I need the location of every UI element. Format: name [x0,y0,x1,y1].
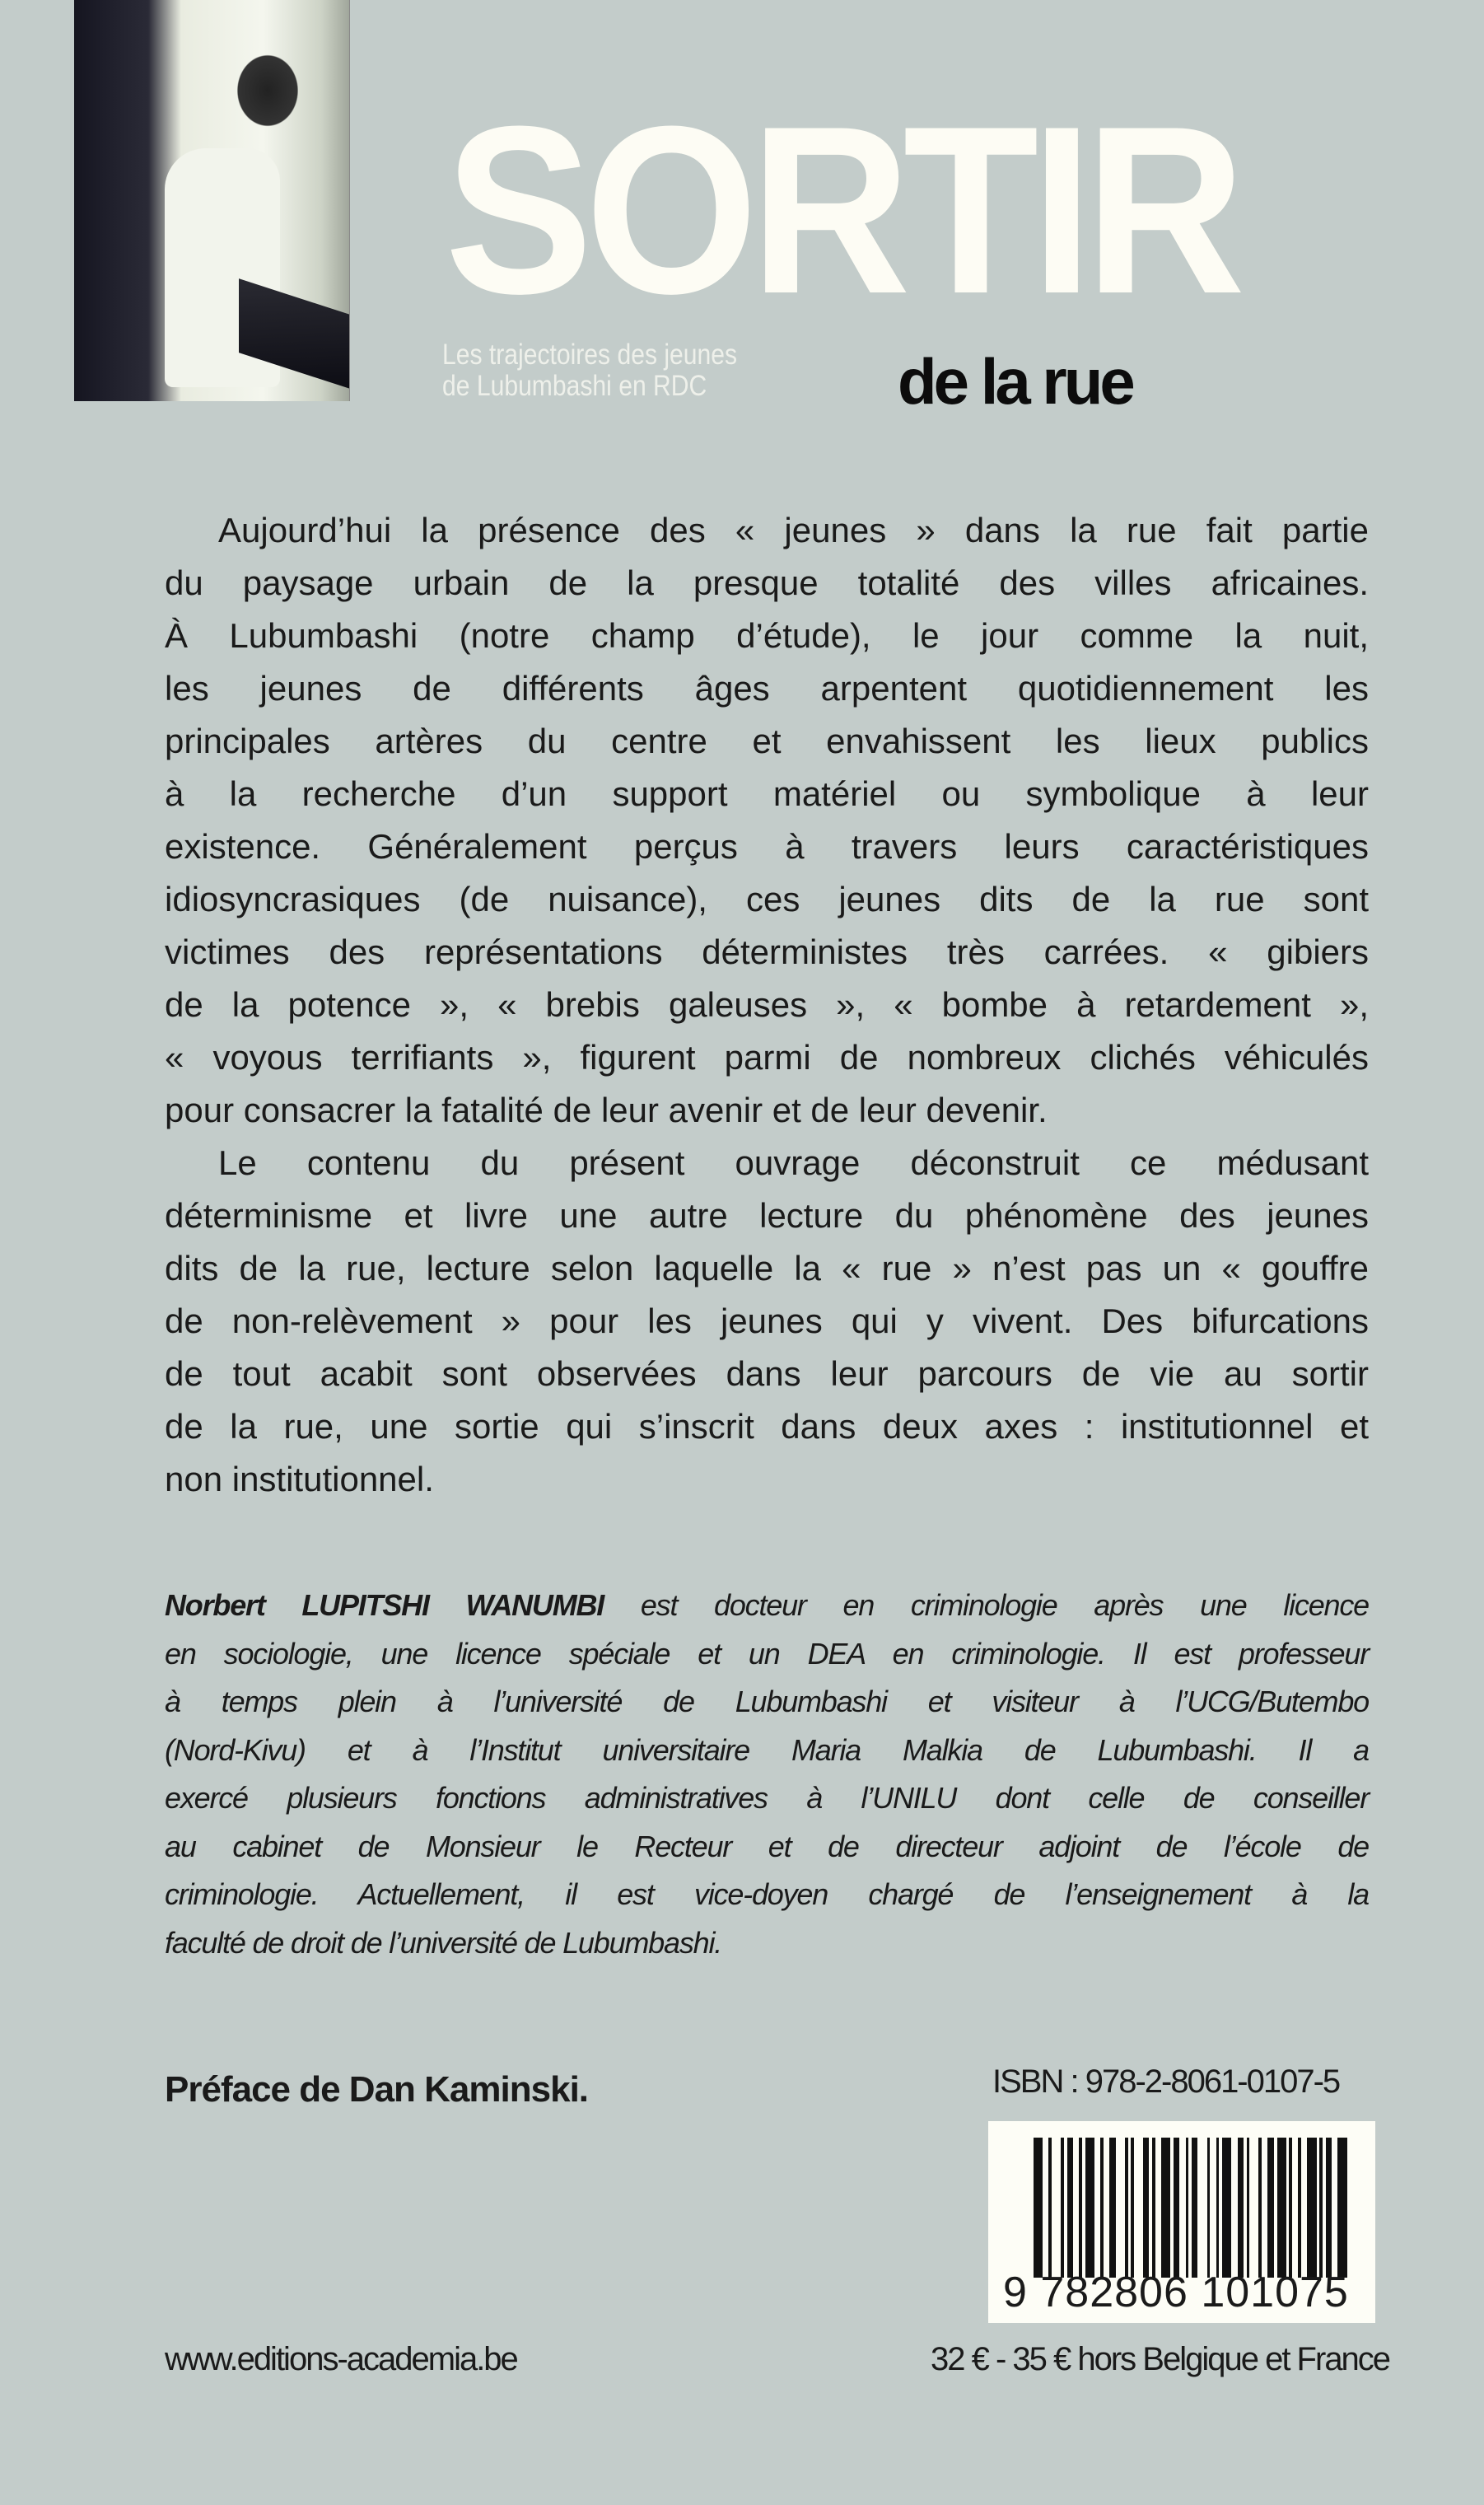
barcode-bar [1222,2138,1231,2278]
barcode-bar [1052,2138,1061,2278]
author-name: Norbert LUPITSHI WANUMBI [165,1588,604,1622]
isbn-label: ISBN : 978-2-8061-0107-5 [992,2063,1340,2100]
summary-line: de non-relèvement » pour les jeunes qui y vivent. Des bifurcations [165,1302,1369,1340]
barcode-bar [1326,2138,1332,2278]
barcode-bar [1043,2138,1048,2278]
summary-line: de la potence », « brebis galeuses », « bombe à retardement », [165,985,1369,1024]
summary-line: non institutionnel. [165,1460,434,1498]
barcode-bar [1231,2138,1237,2278]
cover-photo [74,0,350,401]
book-title: SORTIR [445,77,1239,344]
barcode-bar [1192,2138,1197,2278]
bio-line: au cabinet de Monsieur le Recteur et de directeur adjoint de l’école de [165,1829,1369,1863]
barcode-bar [1249,2138,1258,2278]
summary-line: de la rue, une sortie qui s’inscrit dans deux axes : institutionnel et [165,1407,1369,1446]
barcode [988,2121,1375,2323]
barcode-bars [1034,2138,1351,2278]
author-bio [165,1582,1369,1967]
barcode-bar [1067,2138,1073,2278]
barcode-bar [1109,2138,1115,2278]
summary-line: Aujourd’hui la présence des « jeunes » dans la rue fait partie [218,511,1369,549]
barcode-bar [1116,2138,1125,2278]
subtitle-line: de Lubumbashi en RDC [442,370,707,402]
summary-line: principales artères du centre et envahissent les lieux publics [165,722,1369,760]
barcode-bar [1238,2138,1244,2278]
summary-line: idiosyncrasiques (de nuisance), ces jeunes dits de la rue sont [165,880,1369,918]
barcode-bar [1307,2138,1316,2278]
barcode-bar [1301,2138,1307,2278]
bio-line: en sociologie, une licence spéciale et un DEA en criminologie. Il est professeur [165,1636,1369,1671]
bio-line: exercé plusieurs fonctions administratives à l’UNILU dont celle de conseiller [165,1781,1369,1815]
summary-text [165,504,1369,1506]
barcode-bar [1179,2138,1185,2278]
barcode-bar [1104,2138,1109,2278]
barcode-bar [1134,2138,1143,2278]
barcode-bar [1155,2138,1161,2278]
preface-credit: Préface de Dan Kaminski. [165,2069,589,2110]
barcode-bar [1292,2138,1298,2278]
summary-line: de tout acabit sont observées dans leur parcours de vie au sortir [165,1354,1369,1393]
bio-line: faculté de droit de l’université de Lubumbashi. [165,1925,722,1960]
bio-line: criminologie. Actuellement, il est vice-doyen chargé de l’enseignement à la [165,1877,1369,1911]
barcode-bar [1143,2138,1149,2278]
publisher-website: www.editions-academia.be [165,2341,517,2377]
summary-line: déterminisme et livre une autre lecture du phénomène des jeunes [165,1196,1369,1235]
summary-line: À Lubumbashi (notre champ d’étude), le jour comme la nuit, [165,616,1369,655]
barcode-bar [1332,2138,1337,2278]
barcode-bar [1073,2138,1079,2278]
barcode-bar [1267,2138,1273,2278]
price-label: 32 € - 35 € hors Belgique et France [931,2341,1390,2377]
barcode-bar [1034,2138,1043,2278]
bio-line: à temps plein à l’université de Lubumbashi et visiteur à l’UCG/Butembo [165,1685,1369,1718]
barcode-bar [1197,2138,1206,2278]
summary-line: victimes des représentations déterministes très carrées. « gibiers [165,932,1369,971]
barcode-bar [1161,2138,1170,2278]
barcode-bar [1085,2138,1094,2278]
summary-line: pour consacrer la fatalité de leur avenir et de leur devenir. [165,1091,1048,1129]
barcode-bar [1210,2138,1216,2278]
book-title-suffix: de la rue [898,345,1132,418]
summary-line: existence. Généralement perçus à travers leurs caractéristiques [165,827,1369,866]
bio-line [165,1582,1369,1630]
barcode-bar [1347,2138,1351,2278]
bio-line: (Nord-Kivu) et à l’Institut universitaire Maria Malkia de Lubumbashi. Il a [165,1732,1369,1767]
summary-line: dits de la rue, lecture selon laquelle la « rue » n’est pas un « gouffre [165,1249,1369,1288]
book-subtitle [442,339,737,402]
bio-text: est docteur en criminologie après une licence [604,1588,1369,1622]
barcode-bar [1174,2138,1179,2278]
barcode-bar [1337,2138,1346,2278]
summary-line: Le contenu du présent ouvrage déconstruit ce médusant [218,1143,1369,1182]
summary-line: à la recherche d’un support matériel ou symbolique à leur [165,774,1369,813]
subtitle-line: Les trajectoires des jeunes [442,339,738,371]
barcode-bar [1277,2138,1286,2278]
photo-frame [74,0,350,401]
barcode-bar [1094,2138,1100,2278]
summary-line: du paysage urbain de la presque totalité des villes africaines. [165,563,1369,602]
barcode-bar [1262,2138,1267,2278]
summary-line: « voyous terrifiants », figurent parmi de nombreux clichés véhiculés [165,1038,1369,1077]
barcode-digits: 9 782806 101075 [1003,2269,1349,2316]
summary-line: les jeunes de différents âges arpentent quotidiennement les [165,669,1369,708]
